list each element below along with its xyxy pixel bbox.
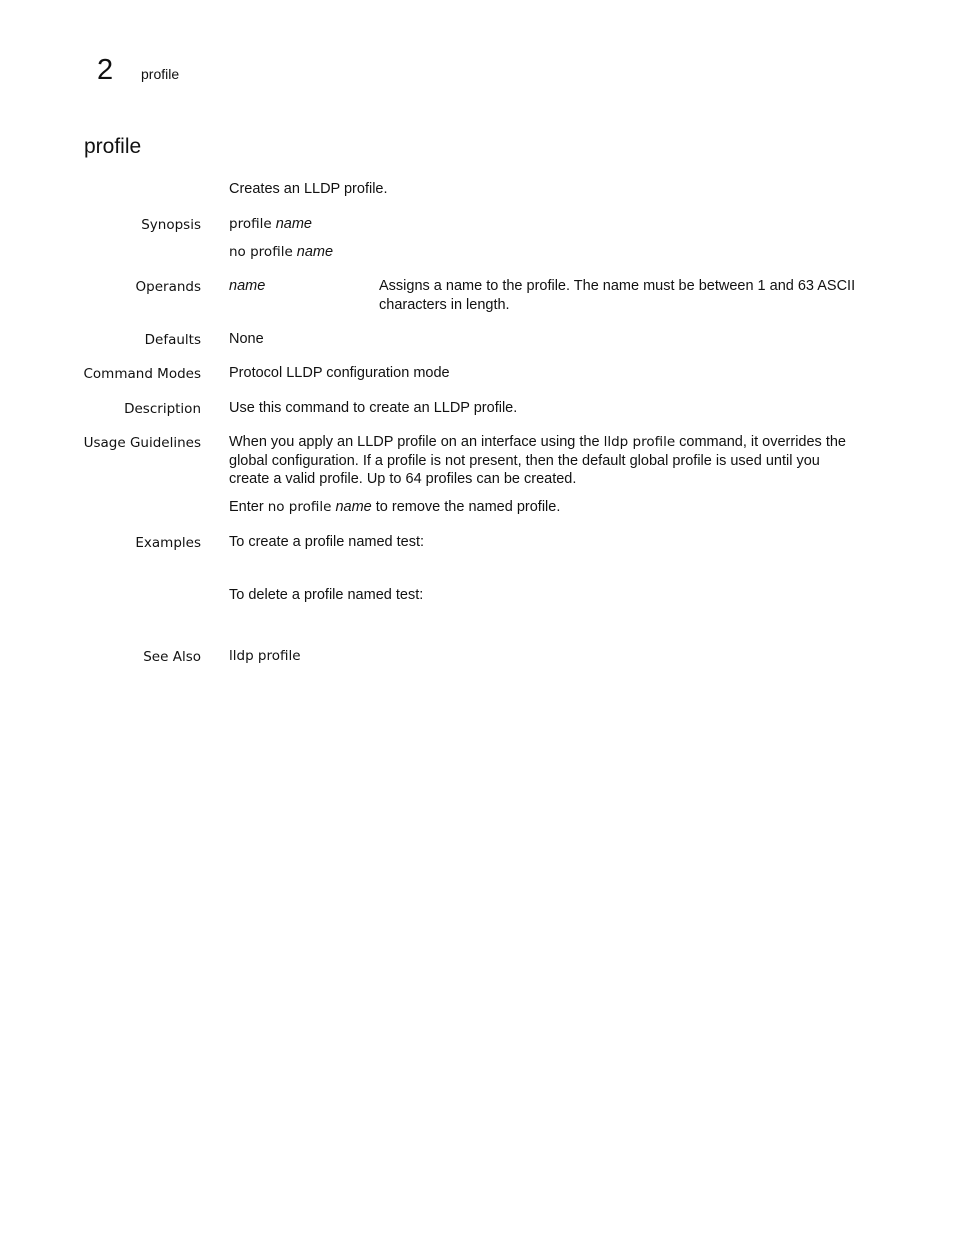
- usage-guidelines-paragraph-2: [229, 498, 869, 517]
- usage-lldp-profile-command: lldp profile: [603, 434, 676, 450]
- synopsis-command: profile: [229, 216, 272, 232]
- operand-description: Assigns a name to the profile. The name must be between 1 and 63 ASCII characters in length.: [379, 278, 856, 313]
- synopsis-no-command: no profile: [229, 244, 293, 260]
- example-delete-text: To delete a profile named test:: [229, 587, 424, 603]
- usage-text-after: command, it overrides the global configuration. If a profile is not present, then the default global profile is used until you create a valid profile. Up to 64 profiles can be created.: [229, 434, 846, 487]
- page-title: profile: [84, 135, 142, 158]
- synopsis-line-1: [229, 215, 869, 234]
- description-label: Description: [124, 401, 201, 417]
- usage-no-profile-command: no profile: [267, 499, 332, 515]
- defaults-text: None: [229, 331, 264, 347]
- usage-guidelines-paragraph-1: [229, 433, 859, 489]
- usage-text-before: When you apply an LLDP profile on an interface using the: [229, 434, 604, 450]
- synopsis-no-argument: name: [296, 244, 334, 260]
- synopsis-argument: name: [275, 216, 312, 232]
- usage-remove-text: to remove the named profile.: [371, 499, 561, 515]
- synopsis-label: Synopsis: [141, 217, 201, 233]
- examples-label: Examples: [135, 535, 201, 551]
- operands-label: Operands: [135, 279, 201, 295]
- defaults-label: Defaults: [144, 332, 201, 348]
- chapter-number: 2: [97, 54, 114, 86]
- running-head: profile: [141, 66, 180, 82]
- see-also-lldp-profile-link[interactable]: lldp profile: [229, 648, 301, 664]
- command-modes-label: Command Modes: [83, 366, 201, 382]
- command-modes-text: Protocol LLDP configuration mode: [229, 365, 450, 381]
- operand-name: name: [229, 278, 266, 294]
- description-text: Use this command to create an LLDP profile.: [229, 400, 518, 416]
- usage-name-argument: name: [335, 499, 372, 515]
- synopsis-line-2: [229, 243, 869, 262]
- see-also-label: See Also: [143, 649, 201, 665]
- example-create-text: To create a profile named test:: [229, 534, 425, 550]
- intro-text: Creates an LLDP profile.: [229, 181, 388, 197]
- usage-guidelines-label: Usage Guidelines: [83, 435, 201, 451]
- usage-enter-text: Enter: [229, 499, 268, 515]
